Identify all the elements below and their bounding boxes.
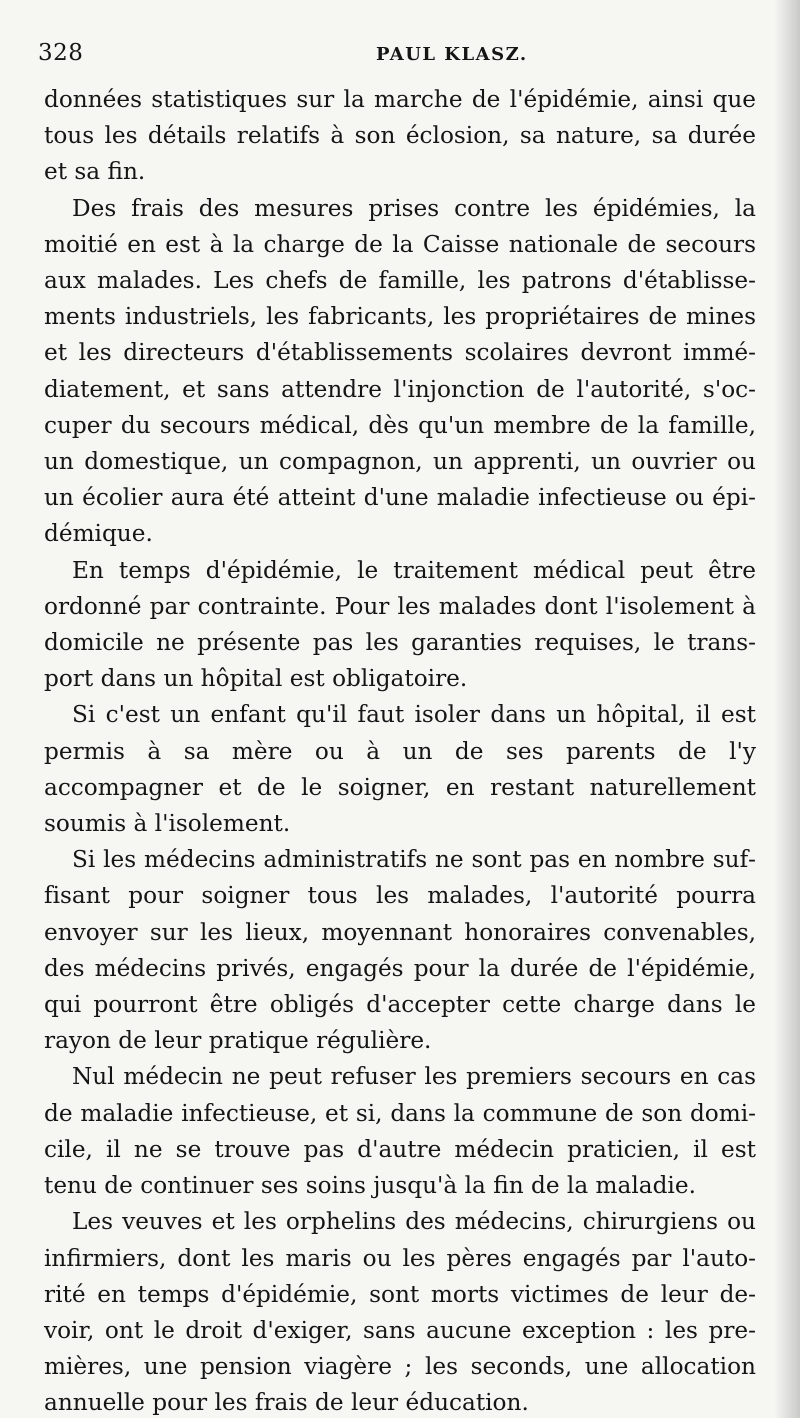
paragraph-first-aid: Nul médecin ne peut refuser les premiers secours en cas de maladie infectieuse, et si, dans la commune de son domicile, il ne se trouve pas d'autre médecin praticien, il est tenu de continuer ses soins jusqu'à la fin de la maladie. — [44, 1063, 756, 1200]
paragraph-treatment: En temps d'épidémie, le traitement médical peut être ordonné par contrainte. Pour les malades dont l'isolement à domicile ne présente pas les garanties requises, le transport dans un hôpital est obligatoire. — [44, 556, 756, 693]
paragraph-widows-orphans: Les veuves et les orphelins des médecins, chirurgiens ou infirmiers, dont les maris ou les pères engagés par l'autorité en temps d'épidémie, sont morts victimes de leur devoir, ont le droit d'exiger, sans aucune exception : les premières, une pension viagère ; les seconds, une allocation annuelle pour les frais de leur éducation. — [44, 1208, 756, 1417]
paragraph-continuation: données statistiques sur la marche de l'épidémie, ainsi que tous les détails relatifs à son éclosion, sa nature, sa durée et sa fin. — [44, 86, 756, 186]
binding-shadow — [774, 0, 800, 1418]
page-header — [38, 40, 758, 76]
paragraph-child-isolation: Si c'est un enfant qu'il faut isoler dans un hôpital, il est permis à sa mère ou à un de ses parents de l'y accompagner et de le soigner, en restant naturellement soumis à l'isolement. — [44, 701, 756, 838]
page-number: 328 — [38, 40, 84, 66]
body-text — [44, 82, 756, 1418]
running-head: PAUL KLASZ. — [376, 44, 528, 65]
paragraph-costs: Des frais des mesures prises contre les épidémies, la moitié en est à la charge de la Caisse nationale de secours aux malades. Les chefs de famille, les patrons d'établissements industriels, les fabricants, les propriétaires de mines et les directeurs d'établissements scolaires devront immédiatement, et sans attendre l'injonction de l'autorité, s'occuper du secours médical, dès qu'un membre de la famille, un domestique, un compagnon, un apprenti, un ouvrier ou un écolier aura été atteint d'une maladie infectieuse ou épidémique. — [44, 194, 756, 548]
paragraph-private-doctors: Si les médecins administratifs ne sont pas en nombre suffisant pour soigner tous les malades, l'autorité pourra envoyer sur les lieux, moyennant honoraires convenables, des médecins privés, engagés pour la durée de l'épidémie, qui pourront être obligés d'accepter cette charge dans le rayon de leur pratique régulière. — [44, 846, 756, 1055]
